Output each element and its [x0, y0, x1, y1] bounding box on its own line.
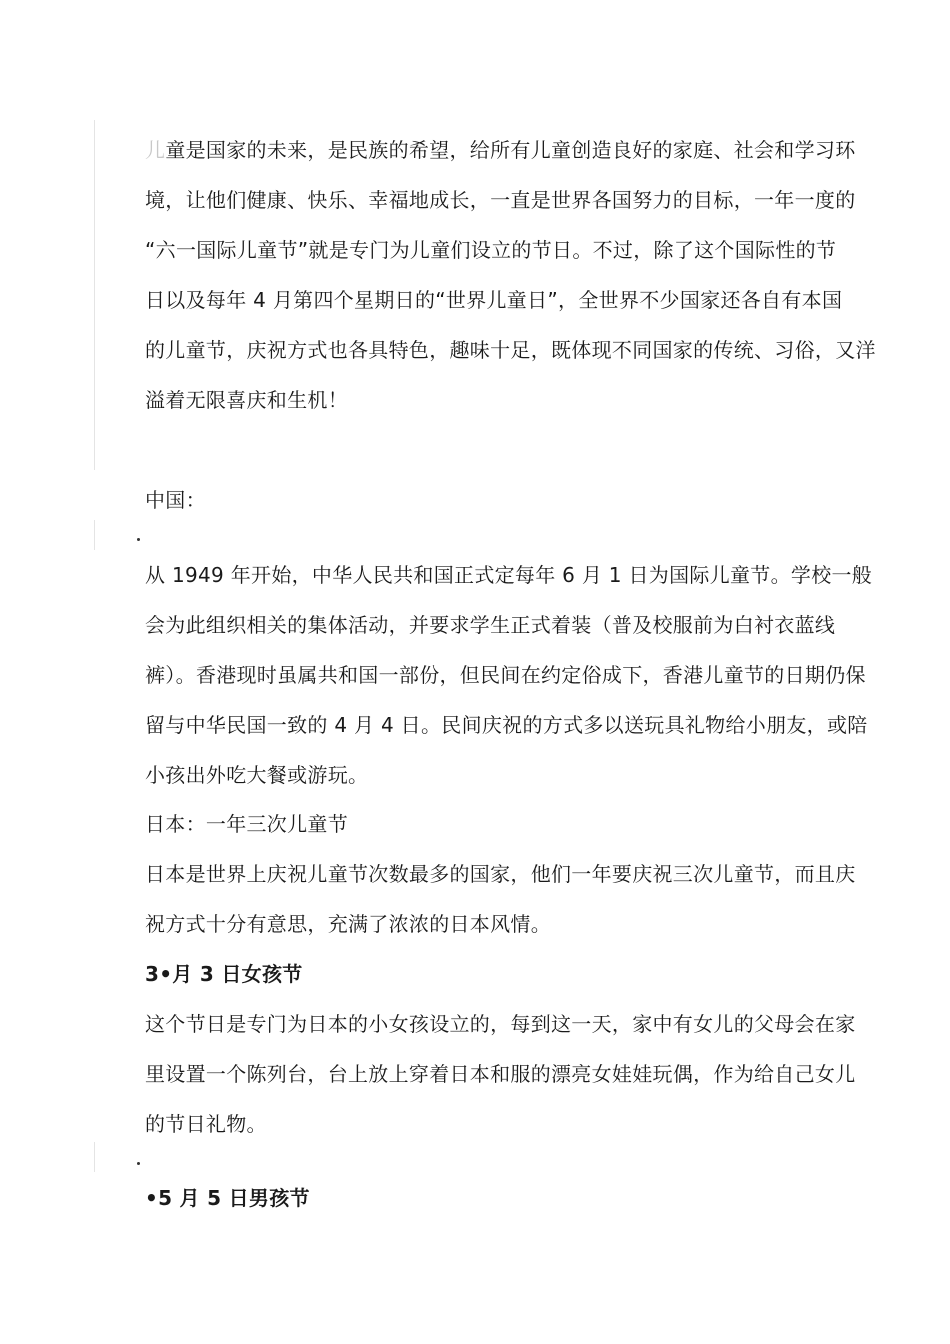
intro-line-5: 的儿童节，庆祝方式也各具特色，趣味十足，既体现不同国家的传统、习俗，又洋: [145, 338, 876, 362]
margin-mark: [94, 120, 95, 470]
intro-line-4: 日以及每年 4 月第四个星期日的“世界儿童日”，全世界不少国家还各自有本国: [145, 288, 843, 312]
bullet-dot: [137, 1162, 140, 1165]
intro-line-1: [145, 136, 856, 164]
intro-line-3: “六一国际儿童节”就是专门为儿童们设立的节日。不过，除了这个国际性的节: [145, 238, 837, 262]
girls-day-line-1: 这个节日是专门为日本的小女孩设立的，每到这一天，家中有女儿的父母会在家: [145, 1012, 856, 1036]
japan-heading: 日本：一年三次儿童节: [145, 812, 348, 836]
girls-day-line-2: 里设置一个陈列台，台上放上穿着日本和服的漂亮女娃娃玩偶，作为给自己女儿: [145, 1062, 856, 1086]
intro-line-6: 溢着无限喜庆和生机！: [145, 388, 348, 412]
margin-mark: [94, 520, 95, 550]
girls-day-line-3: 的节日礼物。: [145, 1112, 267, 1136]
boys-day-heading: •5 月 5 日男孩节: [145, 1186, 310, 1210]
bullet-dot: [137, 538, 140, 541]
china-line-2: 会为此组织相关的集体活动，并要求学生正式着装（普及校服前为白衬衣蓝线: [145, 613, 836, 637]
japan-line-2: 祝方式十分有意思，充满了浓浓的日本风情。: [145, 912, 551, 936]
margin-mark: [94, 1142, 95, 1172]
girls-day-heading: 3•月 3 日女孩节: [145, 962, 303, 986]
china-line-3: 裤）。香港现时虽属共和国一部份，但民间在约定俗成下，香港儿童节的日期仍保: [145, 663, 866, 687]
intro-faded-prefix: 儿: [145, 138, 166, 162]
china-heading: 中国：: [145, 488, 206, 512]
china-line-1: 从 1949 年开始，中华人民共和国正式定每年 6 月 1 日为国际儿童节。学校一般: [145, 563, 873, 587]
china-line-5: 小孩出外吃大餐或游玩。: [145, 763, 369, 787]
intro-line-text: 童是国家的未来，是民族的希望，给所有儿童创造良好的家庭、社会和学习环: [165, 138, 856, 162]
japan-line-1: 日本是世界上庆祝儿童节次数最多的国家，他们一年要庆祝三次儿童节，而且庆: [145, 862, 856, 886]
intro-line-2: 境，让他们健康、快乐、幸福地成长，一直是世界各国努力的目标，一年一度的: [145, 188, 856, 212]
china-line-4: 留与中华民国一致的 4 月 4 日。民间庆祝的方式多以送玩具礼物给小朋友，或陪: [145, 713, 868, 737]
